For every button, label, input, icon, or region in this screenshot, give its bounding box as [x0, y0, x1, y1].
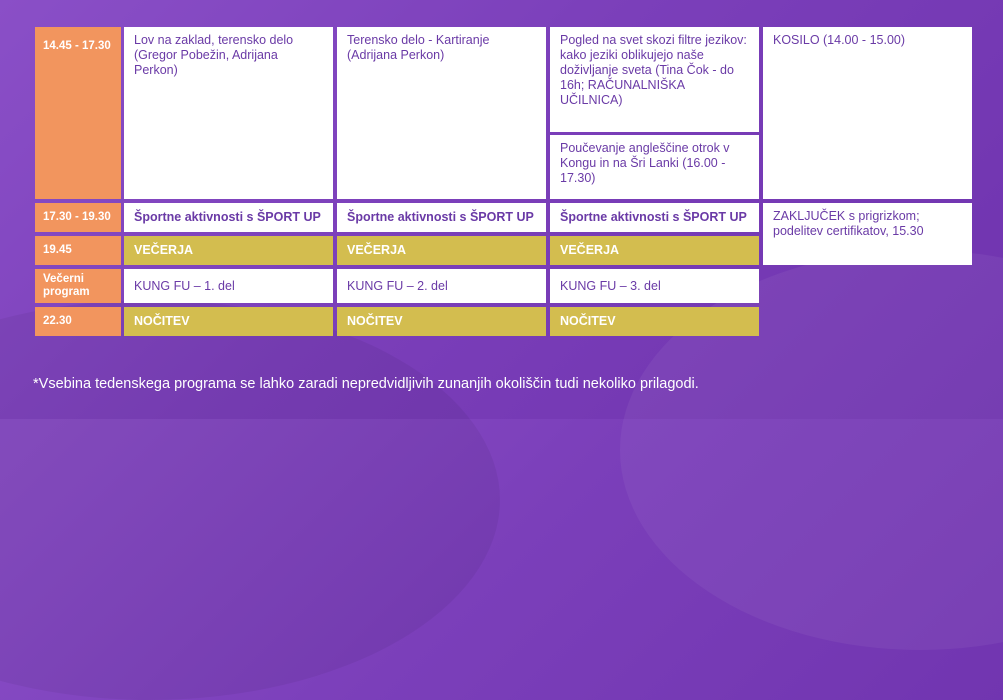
time-label: 19.45	[43, 244, 72, 256]
activity-text: Športne aktivnosti s ŠPORT UP	[560, 210, 747, 224]
time-label: 22.30	[43, 315, 72, 327]
meal-text: VEČERJA	[134, 243, 194, 257]
activity-cell	[124, 203, 333, 232]
time-label: 14.45 - 17.30	[43, 40, 111, 52]
activity-cell	[550, 269, 759, 303]
time-cell	[35, 269, 121, 303]
activity-text: Pogled na svet skozi filtre jezikov: kako jeziki oblikujejo naše doživljanje sveta (Tina Čok - do 16h; RAČUNALNIŠKA UČILNICA)	[560, 33, 747, 107]
meal-text: NOČITEV	[134, 314, 190, 328]
time-cell	[35, 307, 121, 336]
activity-text: KUNG FU – 3. del	[560, 278, 661, 293]
background-swirl	[0, 300, 500, 700]
time-cell	[35, 203, 121, 232]
activity-cell	[337, 203, 546, 232]
time-cell	[35, 236, 121, 265]
meal-text: VEČERJA	[560, 243, 620, 257]
activity-text: KUNG FU – 1. del	[134, 278, 235, 293]
meal-cell	[124, 236, 333, 265]
activity-cell	[763, 27, 972, 199]
activity-text: ZAKLJUČEK s prigrizkom; podelitev certifikatov, 15.30	[773, 209, 924, 238]
activity-text: KUNG FU – 2. del	[347, 278, 448, 293]
meal-text: NOČITEV	[347, 314, 403, 328]
activity-text: Športne aktivnosti s ŠPORT UP	[134, 210, 321, 224]
meal-cell	[337, 307, 546, 336]
activity-text: Poučevanje angleščine otrok v Kongu in na Šri Lanki (16.00 - 17.30)	[560, 141, 730, 185]
activity-cell	[337, 269, 546, 303]
activity-cell	[550, 135, 759, 199]
activity-cell	[550, 27, 759, 132]
meal-cell	[337, 236, 546, 265]
meal-cell	[550, 236, 759, 265]
activity-cell	[337, 27, 546, 199]
time-label: 17.30 - 19.30	[43, 211, 111, 223]
activity-text: Športne aktivnosti s ŠPORT UP	[347, 210, 534, 224]
activity-cell	[124, 269, 333, 303]
time-label: Večerni program	[43, 273, 90, 298]
meal-cell	[124, 307, 333, 336]
meal-text: VEČERJA	[347, 243, 407, 257]
meal-text: NOČITEV	[560, 314, 616, 328]
activity-cell	[124, 27, 333, 199]
time-cell	[35, 27, 121, 199]
activity-cell	[550, 203, 759, 232]
meal-cell	[550, 307, 759, 336]
footnote: *Vsebina tedenskega programa se lahko zaradi nepredvidljivih zunanjih okoliščin tudi nekoliko prilagodi.	[33, 376, 699, 392]
activity-cell	[763, 203, 972, 265]
activity-text: KOSILO (14.00 - 15.00)	[773, 33, 906, 47]
activity-text: Lov na zaklad, terensko delo (Gregor Pobežin, Adrijana Perkon)	[134, 33, 294, 77]
activity-text: Terensko delo - Kartiranje (Adrijana Perkon)	[347, 33, 490, 62]
